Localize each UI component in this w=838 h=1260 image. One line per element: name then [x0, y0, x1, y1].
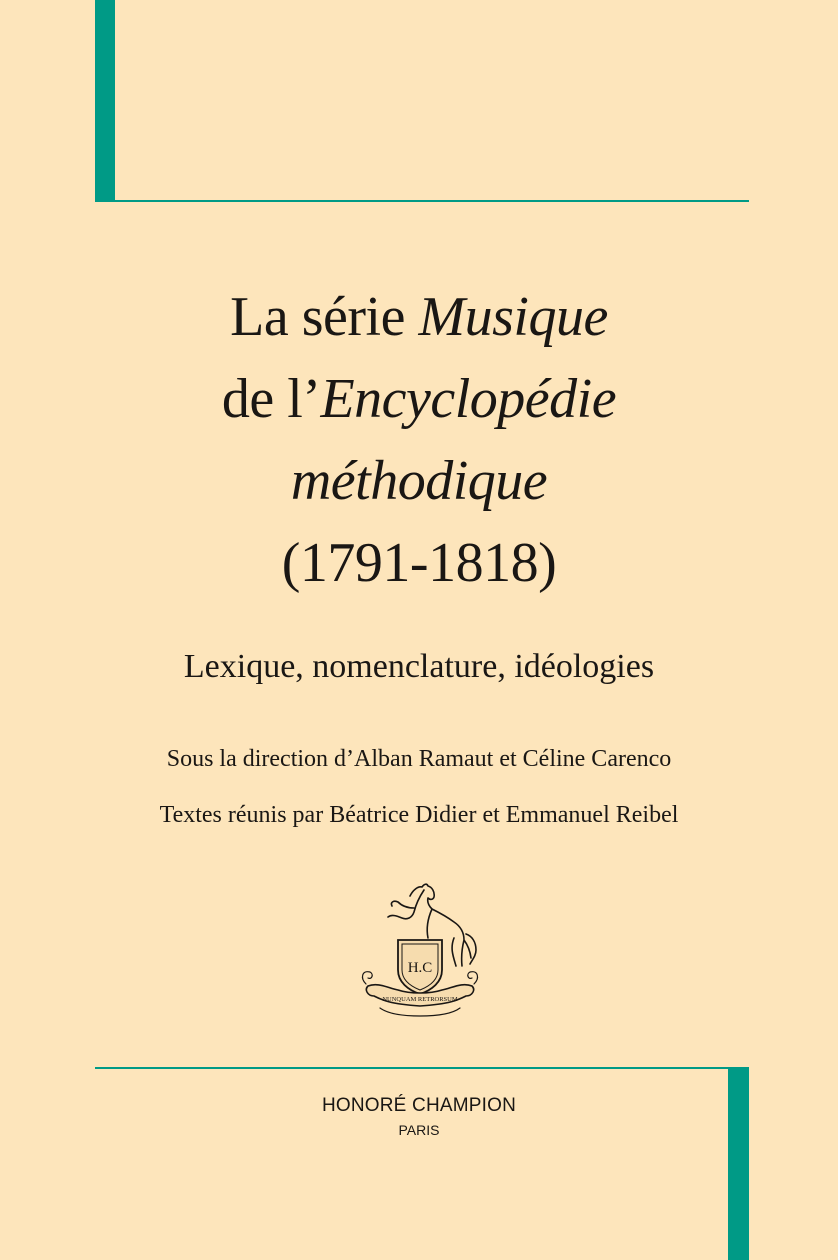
- title-line-1: [0, 276, 838, 358]
- editors-credit: Sous la direction d’Alban Ramaut et Céline Carenco: [166, 746, 672, 772]
- title-line-4: (1791-1818): [281, 532, 557, 594]
- publisher-logo-icon: [358, 878, 482, 1018]
- publisher-name: HONORÉ CHAMPION: [321, 1095, 517, 1116]
- logo-monogram: H.C: [407, 960, 433, 976]
- book-subtitle: Lexique, nomenclature, idéologies: [183, 648, 655, 685]
- title-text: de l’: [221, 368, 321, 430]
- title-italic-text: Encyclopédie: [320, 368, 617, 430]
- title-italic-text: méthodique: [290, 450, 548, 512]
- logo-motto: NUNQUAM RETRORSUM: [382, 996, 458, 1003]
- rule-bottom: [95, 1067, 749, 1069]
- book-title: [0, 276, 838, 604]
- compilers-credit: Textes réunis par Béatrice Didier et Emmanuel Reibel: [159, 802, 679, 828]
- title-italic-text: Musique: [418, 286, 608, 348]
- title-line-3: [0, 440, 838, 522]
- publisher-place: PARIS: [398, 1122, 440, 1138]
- rule-top: [95, 200, 749, 202]
- title-text: La série: [230, 286, 419, 348]
- accent-bar-top: [95, 0, 115, 202]
- title-line-2: [0, 358, 838, 440]
